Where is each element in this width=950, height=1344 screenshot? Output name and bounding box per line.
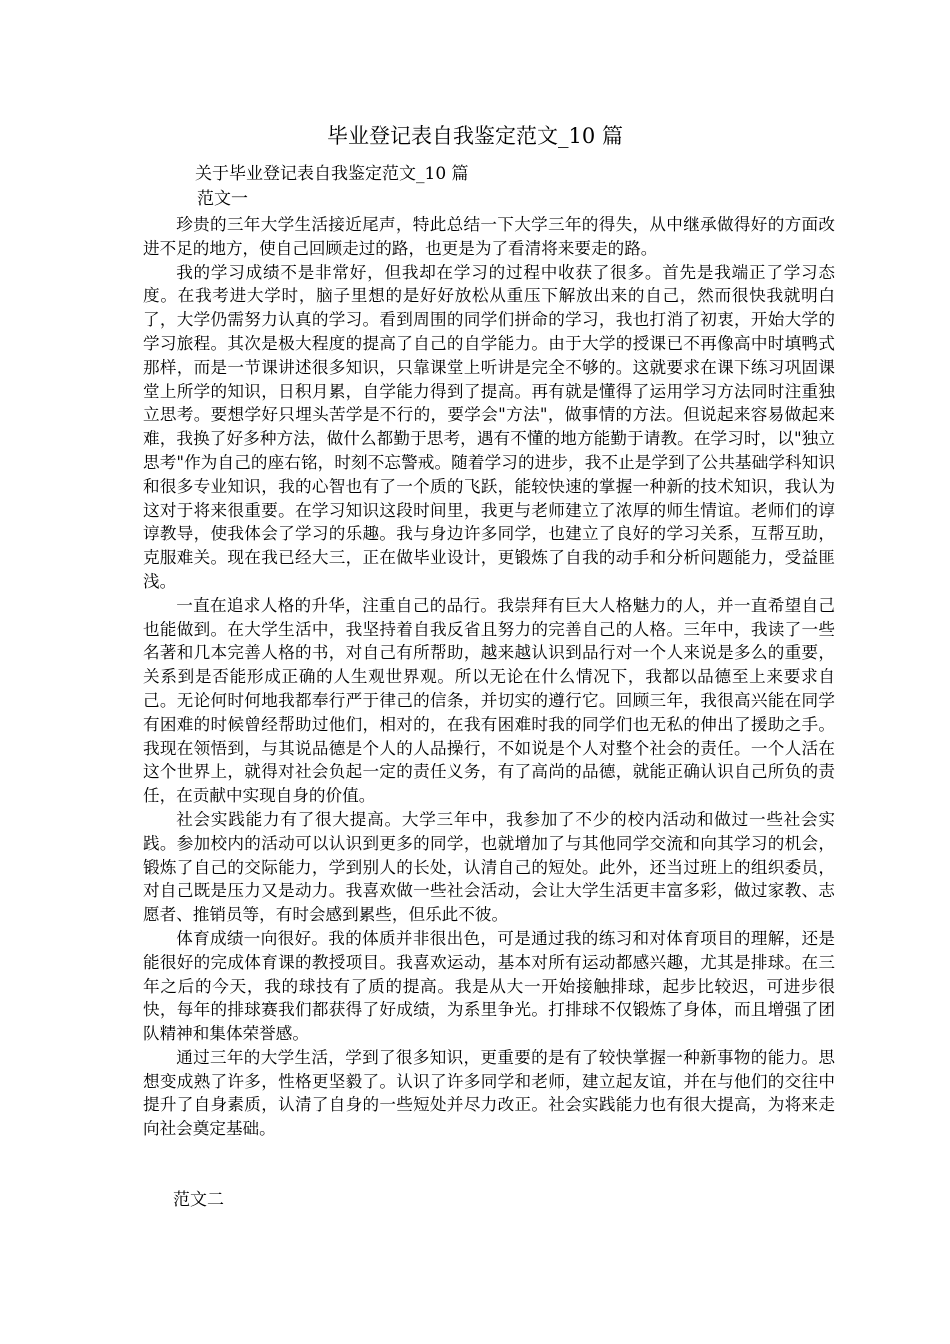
paragraph: 体育成绩一向很好。我的体质并非很出色，可是通过我的练习和对体育项目的理解，还是能很好的完成体育课的教授项目。我喜欢运动，基本对所有运动都感兴趣，尤其是排球。在三年之后的今天，我的球技有了质的提高。我是从大一开始接触排球，起步比较迟，可进步很快，每年的排球赛我们都获得了好成绩，为系里争光。打排球不仅锻炼了身体，而且增强了团队精神和集体荣誉感。 [143, 928, 835, 1044]
paragraph: 通过三年的大学生活，学到了很多知识，更重要的是有了较快掌握一种新事物的能力。思想变成熟了许多，性格更坚毅了。认识了许多同学和老师，建立起友谊，并在与他们的交往中提升了自身素质，认清了自身的一些短处并尽力改正。社会实践能力也有很大提高，为将来走向社会奠定基础。 [143, 1047, 835, 1139]
section-heading-1: 范文一 [197, 189, 248, 209]
paragraph: 一直在追求人格的升华，注重自己的品行。我崇拜有巨大人格魅力的人，并一直希望自己也能做到。在大学生活中，我坚持着自我反省且努力的完善自己的人格。三年中，我读了一些名著和几本完善人格的书，对自己有所帮助，越来越认识到品行对一个人来说是多么的重要，关系到是否能形成正确的人生观世界观。所以无论在什么情况下，我都以品德至上来要求自己。无论何时何地我都奉行严于律己的信条，并切实的遵行它。回顾三年，我很高兴能在同学有困难的时候曾经帮助过他们，相对的，在我有困难时我的同学们也无私的伸出了援助之手。我现在领悟到，与其说品德是个人的人品操行，不如说是个人对整个社会的责任。一个人活在这个世界上，就得对社会负起一定的责任义务，有了高尚的品德，就能正确认识自己所负的责任，在贡献中实现自身的价值。 [143, 595, 835, 806]
document-body [143, 213, 835, 1141]
paragraph: 珍贵的三年大学生活接近尾声，特此总结一下大学三年的得失，从中继承做得好的方面改进不足的地方，使自己回顾走过的路，也更是为了看清将来要走的路。 [143, 215, 835, 258]
document-title: 毕业登记表自我鉴定范文_10 篇 [327, 124, 623, 148]
paragraph: 社会实践能力有了很大提高。大学三年中，我参加了不少的校内活动和做过一些社会实践。参加校内的活动可以认识到更多的同学，也就增加了与其他同学交流和向其学习的机会，锻炼了自己的交际能力，学到别人的长处，认清自己的短处。此外，还当过班上的组织委员，对自己既是压力又是动力。我喜欢做一些社会活动，会让大学生活更丰富多彩，做过家教、志愿者、推销员等，有时会感到累些，但乐此不彼。 [143, 809, 835, 925]
paragraph: 我的学习成绩不是非常好，但我却在学习的过程中收获了很多。首先是我端正了学习态度。在我考进大学时，脑子里想的是好好放松从重压下解放出来的自己，然而很快我就明白了，大学仍需努力认真的学习。看到周围的同学们拼命的学习，我也打消了初衷，开始大学的学习旅程。其次是极大程度的提高了自己的自学能力。由于大学的授课已不再像高中时填鸭式那样，而是一节课讲述很多知识，只靠课堂上听讲是完全不够的。这就要求在课下练习巩固课堂上所学的知识，日积月累，自学能力得到了提高。再有就是懂得了运用学习方法同时注重独立思考。要想学好只埋头苦学是不行的，要学会"方法"，做事情的方法。但说起来容易做起来难，我换了好多种方法，做什么都勤于思考，遇有不懂的地方能勤于请教。在学习时，以"独立思考"作为自己的座右铭，时刻不忘警戒。随着学习的进步，我不止是学到了公共基础学科知识和很多专业知识，我的心智也有了一个质的飞跃，能较快速的掌握一种新的技术知识，我认为这对于将来很重要。在学习知识这段时间里，我更与老师建立了浓厚的师生情谊。老师们的谆谆教导，使我体会了学习的乐趣。我与身边许多同学，也建立了良好的学习关系，互帮互助，克服难关。现在我已经大三，正在做毕业设计，更锻炼了自我的动手和分析问题能力，受益匪浅。 [143, 262, 835, 591]
document-subtitle: 关于毕业登记表自我鉴定范文_10 篇 [195, 164, 469, 184]
section-heading-2: 范文二 [173, 1190, 224, 1210]
